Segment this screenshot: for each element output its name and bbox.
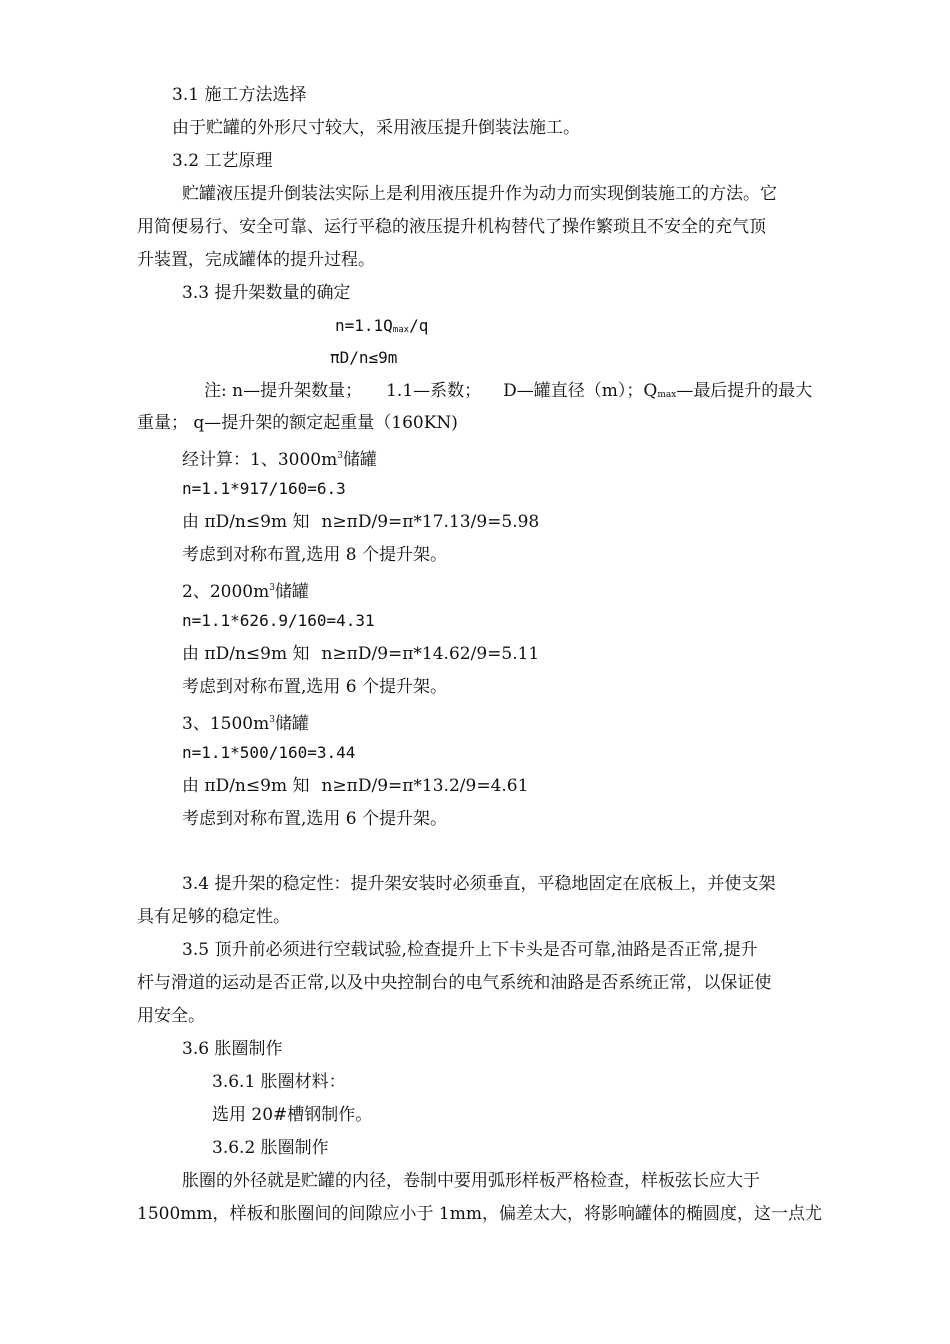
section-3-4-line-2: 具有足够的稳定性。 [137,907,290,927]
calc-1-conclusion: 考虑到对称布置,选用 8 个提升架。 [182,545,448,565]
section-3-6-1-heading: 3.6.1 胀圈材料： [212,1072,346,1092]
formula-n-subscript: max [392,325,410,335]
calc-2-title [182,577,309,603]
formula-n [335,315,428,341]
calc-3-superscript: 3 [269,715,275,725]
calc-intro-superscript: 3 [337,451,343,461]
calc-1-condition [182,511,539,533]
calc-intro [182,445,377,471]
section-3-2-paragraph-line-1: 贮罐液压提升倒装法实际上是利用液压提升作为动力而实现倒装施工的方法。它 [182,184,777,204]
calc-3-condition-b: n≥πD/9=π*13.2/9=4.61 [321,776,529,796]
calc-3-condition [182,775,528,797]
formula-spacing: πD/n≤9m [330,348,398,367]
calc-3-title [182,709,309,735]
section-3-1-text: 由于贮罐的外形尺寸较大，采用液压提升倒装法施工。 [172,118,580,138]
calc-2-condition-b: n≥πD/9=π*14.62/9=5.11 [321,644,540,664]
section-3-6-2-line-2: 1500mm，样板和胀圈间的间隙应小于 1mm，偏差太大，将影响罐体的椭圆度，这一点尤 [137,1204,822,1224]
calc-1-condition-a: 由 πD/n≤9m 知 [182,512,310,532]
note-qmax-desc: —最后提升的最大 [676,381,813,401]
note-line-1 [204,380,812,406]
note-q-subscript: max [657,390,677,400]
calc-3-tank: 储罐 [274,714,309,734]
section-3-6-2-line-1: 胀圈的外径就是贮罐的内径，卷制中要用弧形样板严格检查，样板弦长应大于 [182,1171,760,1191]
calc-3-title-text: 3、1500m [182,714,270,734]
calc-intro-text: 经计算：1、3000m [182,450,338,470]
section-3-2-heading: 3.2 工艺原理 [172,151,273,171]
section-3-1-heading: 3.1 施工方法选择 [172,85,307,105]
calc-2-condition-a: 由 πD/n≤9m 知 [182,644,310,664]
calc-1-condition-b: n≥πD/9=π*17.13/9=5.98 [321,512,540,532]
section-3-2-paragraph-line-3: 升装置，完成罐体的提升过程。 [137,250,375,270]
calc-2-conclusion: 考虑到对称布置,选用 6 个提升架。 [182,677,448,697]
section-3-5-line-1: 3.5 顶升前必须进行空载试验,检查提升上下卡头是否可靠,油路是否正常,提升 [182,940,758,960]
calc-2-tank: 储罐 [274,582,309,602]
note-line-2: 重量； q—提升架的额定起重量（160KN) [137,413,458,433]
note-diameter: D—罐直径（m）；Q [503,381,658,401]
section-3-2-paragraph-line-2: 用简便易行、安全可靠、运行平稳的液压提升机构替代了操作繁琐且不安全的充气顶 [137,217,766,237]
calc-2-condition [182,643,539,665]
section-3-6-2-heading: 3.6.2 胀圈制作 [212,1138,329,1158]
calc-3-n: n=1.1*500/160=3.44 [182,743,356,762]
calc-2-n: n=1.1*626.9/160=4.31 [182,611,375,630]
section-3-5-line-3: 用安全。 [137,1006,205,1026]
calc-3-conclusion: 考虑到对称布置,选用 6 个提升架。 [182,809,448,829]
section-3-5-line-2: 杆与滑道的运动是否正常,以及中央控制台的电气系统和油路是否系统正常，以保证使 [137,973,772,993]
section-3-4-line-1: 3.4 提升架的稳定性：提升架安装时必须垂直，平稳地固定在底板上，并使支架 [182,874,776,894]
calc-2-title-text: 2、2000m [182,582,270,602]
section-3-6-1-text: 选用 20#槽钢制作。 [212,1105,373,1125]
section-3-3-heading: 3.3 提升架数量的确定 [182,283,351,303]
calc-1-n: n=1.1*917/160=6.3 [182,479,346,498]
calc-3-condition-a: 由 πD/n≤9m 知 [182,776,310,796]
formula-n-tail: /q [409,316,429,335]
formula-n-main: n=1.1Q [335,316,393,335]
note-coefficient: 1.1—系数； [386,381,482,401]
note-n: 注: n—提升架数量； [204,381,363,401]
calc-intro-tank: 储罐 [342,450,377,470]
section-3-6-heading: 3.6 胀圈制作 [182,1039,283,1059]
calc-2-superscript: 3 [269,583,275,593]
